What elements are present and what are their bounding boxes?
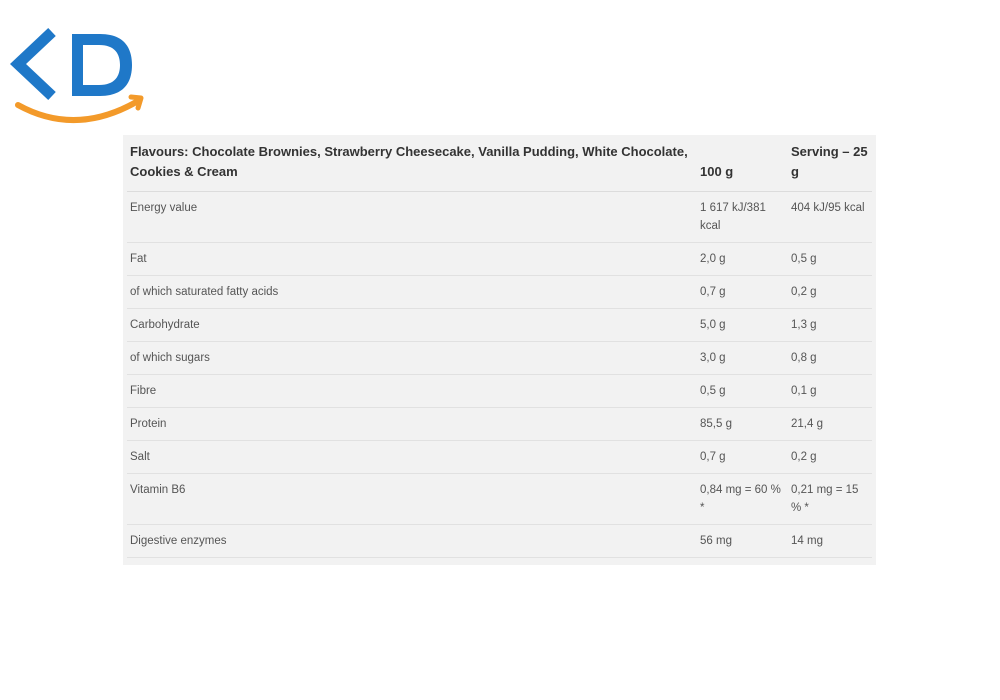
value-per-serving: 14 mg	[788, 525, 872, 558]
value-per-100g: 0,7 g	[697, 276, 788, 309]
value-per-serving: 0,2 g	[788, 276, 872, 309]
kd-logo	[10, 25, 146, 131]
nutrient-name: Energy value	[127, 192, 697, 243]
nutrient-name: Vitamin B6	[127, 474, 697, 525]
value-per-serving: 1,3 g	[788, 309, 872, 342]
nutrition-table	[127, 135, 872, 558]
nutrient-name: Digestive enzymes	[127, 525, 697, 558]
nutrient-name: Fibre	[127, 375, 697, 408]
table-row	[127, 408, 872, 441]
table-row	[127, 474, 872, 525]
value-per-100g: 85,5 g	[697, 408, 788, 441]
value-per-100g: 0,7 g	[697, 441, 788, 474]
table-row	[127, 309, 872, 342]
value-per-100g: 56 mg	[697, 525, 788, 558]
nutrient-name: Salt	[127, 441, 697, 474]
table-row	[127, 441, 872, 474]
value-per-100g: 2,0 g	[697, 243, 788, 276]
value-per-serving: 0,1 g	[788, 375, 872, 408]
flavours-header: Flavours: Chocolate Brownies, Strawberry Cheesecake, Vanilla Pudding, White Chocolate, Cookies & Cream	[127, 135, 697, 192]
table-row	[127, 276, 872, 309]
table-row	[127, 342, 872, 375]
nutrient-name: Carbohydrate	[127, 309, 697, 342]
value-per-100g: 0,84 mg = 60 % *	[697, 474, 788, 525]
value-per-serving: 0,21 mg = 15 % *	[788, 474, 872, 525]
table-header-row	[127, 135, 872, 192]
serving-header: Serving – 25 g	[788, 135, 872, 192]
value-per-100g: 5,0 g	[697, 309, 788, 342]
value-per-100g: 3,0 g	[697, 342, 788, 375]
table-row	[127, 375, 872, 408]
nutrition-table-panel	[123, 135, 876, 565]
value-per-100g: 0,5 g	[697, 375, 788, 408]
nutrient-name: Protein	[127, 408, 697, 441]
nutrient-name: of which sugars	[127, 342, 697, 375]
value-per-serving: 0,2 g	[788, 441, 872, 474]
value-per-serving: 0,8 g	[788, 342, 872, 375]
value-per-serving: 21,4 g	[788, 408, 872, 441]
per-100g-header: 100 g	[697, 135, 788, 192]
table-row	[127, 243, 872, 276]
nutrient-name: Fat	[127, 243, 697, 276]
table-row	[127, 525, 872, 558]
kd-logo-icon	[10, 25, 146, 131]
value-per-serving: 404 kJ/95 kcal	[788, 192, 872, 243]
value-per-100g: 1 617 kJ/381 kcal	[697, 192, 788, 243]
value-per-serving: 0,5 g	[788, 243, 872, 276]
nutrient-name: of which saturated fatty acids	[127, 276, 697, 309]
table-row	[127, 192, 872, 243]
